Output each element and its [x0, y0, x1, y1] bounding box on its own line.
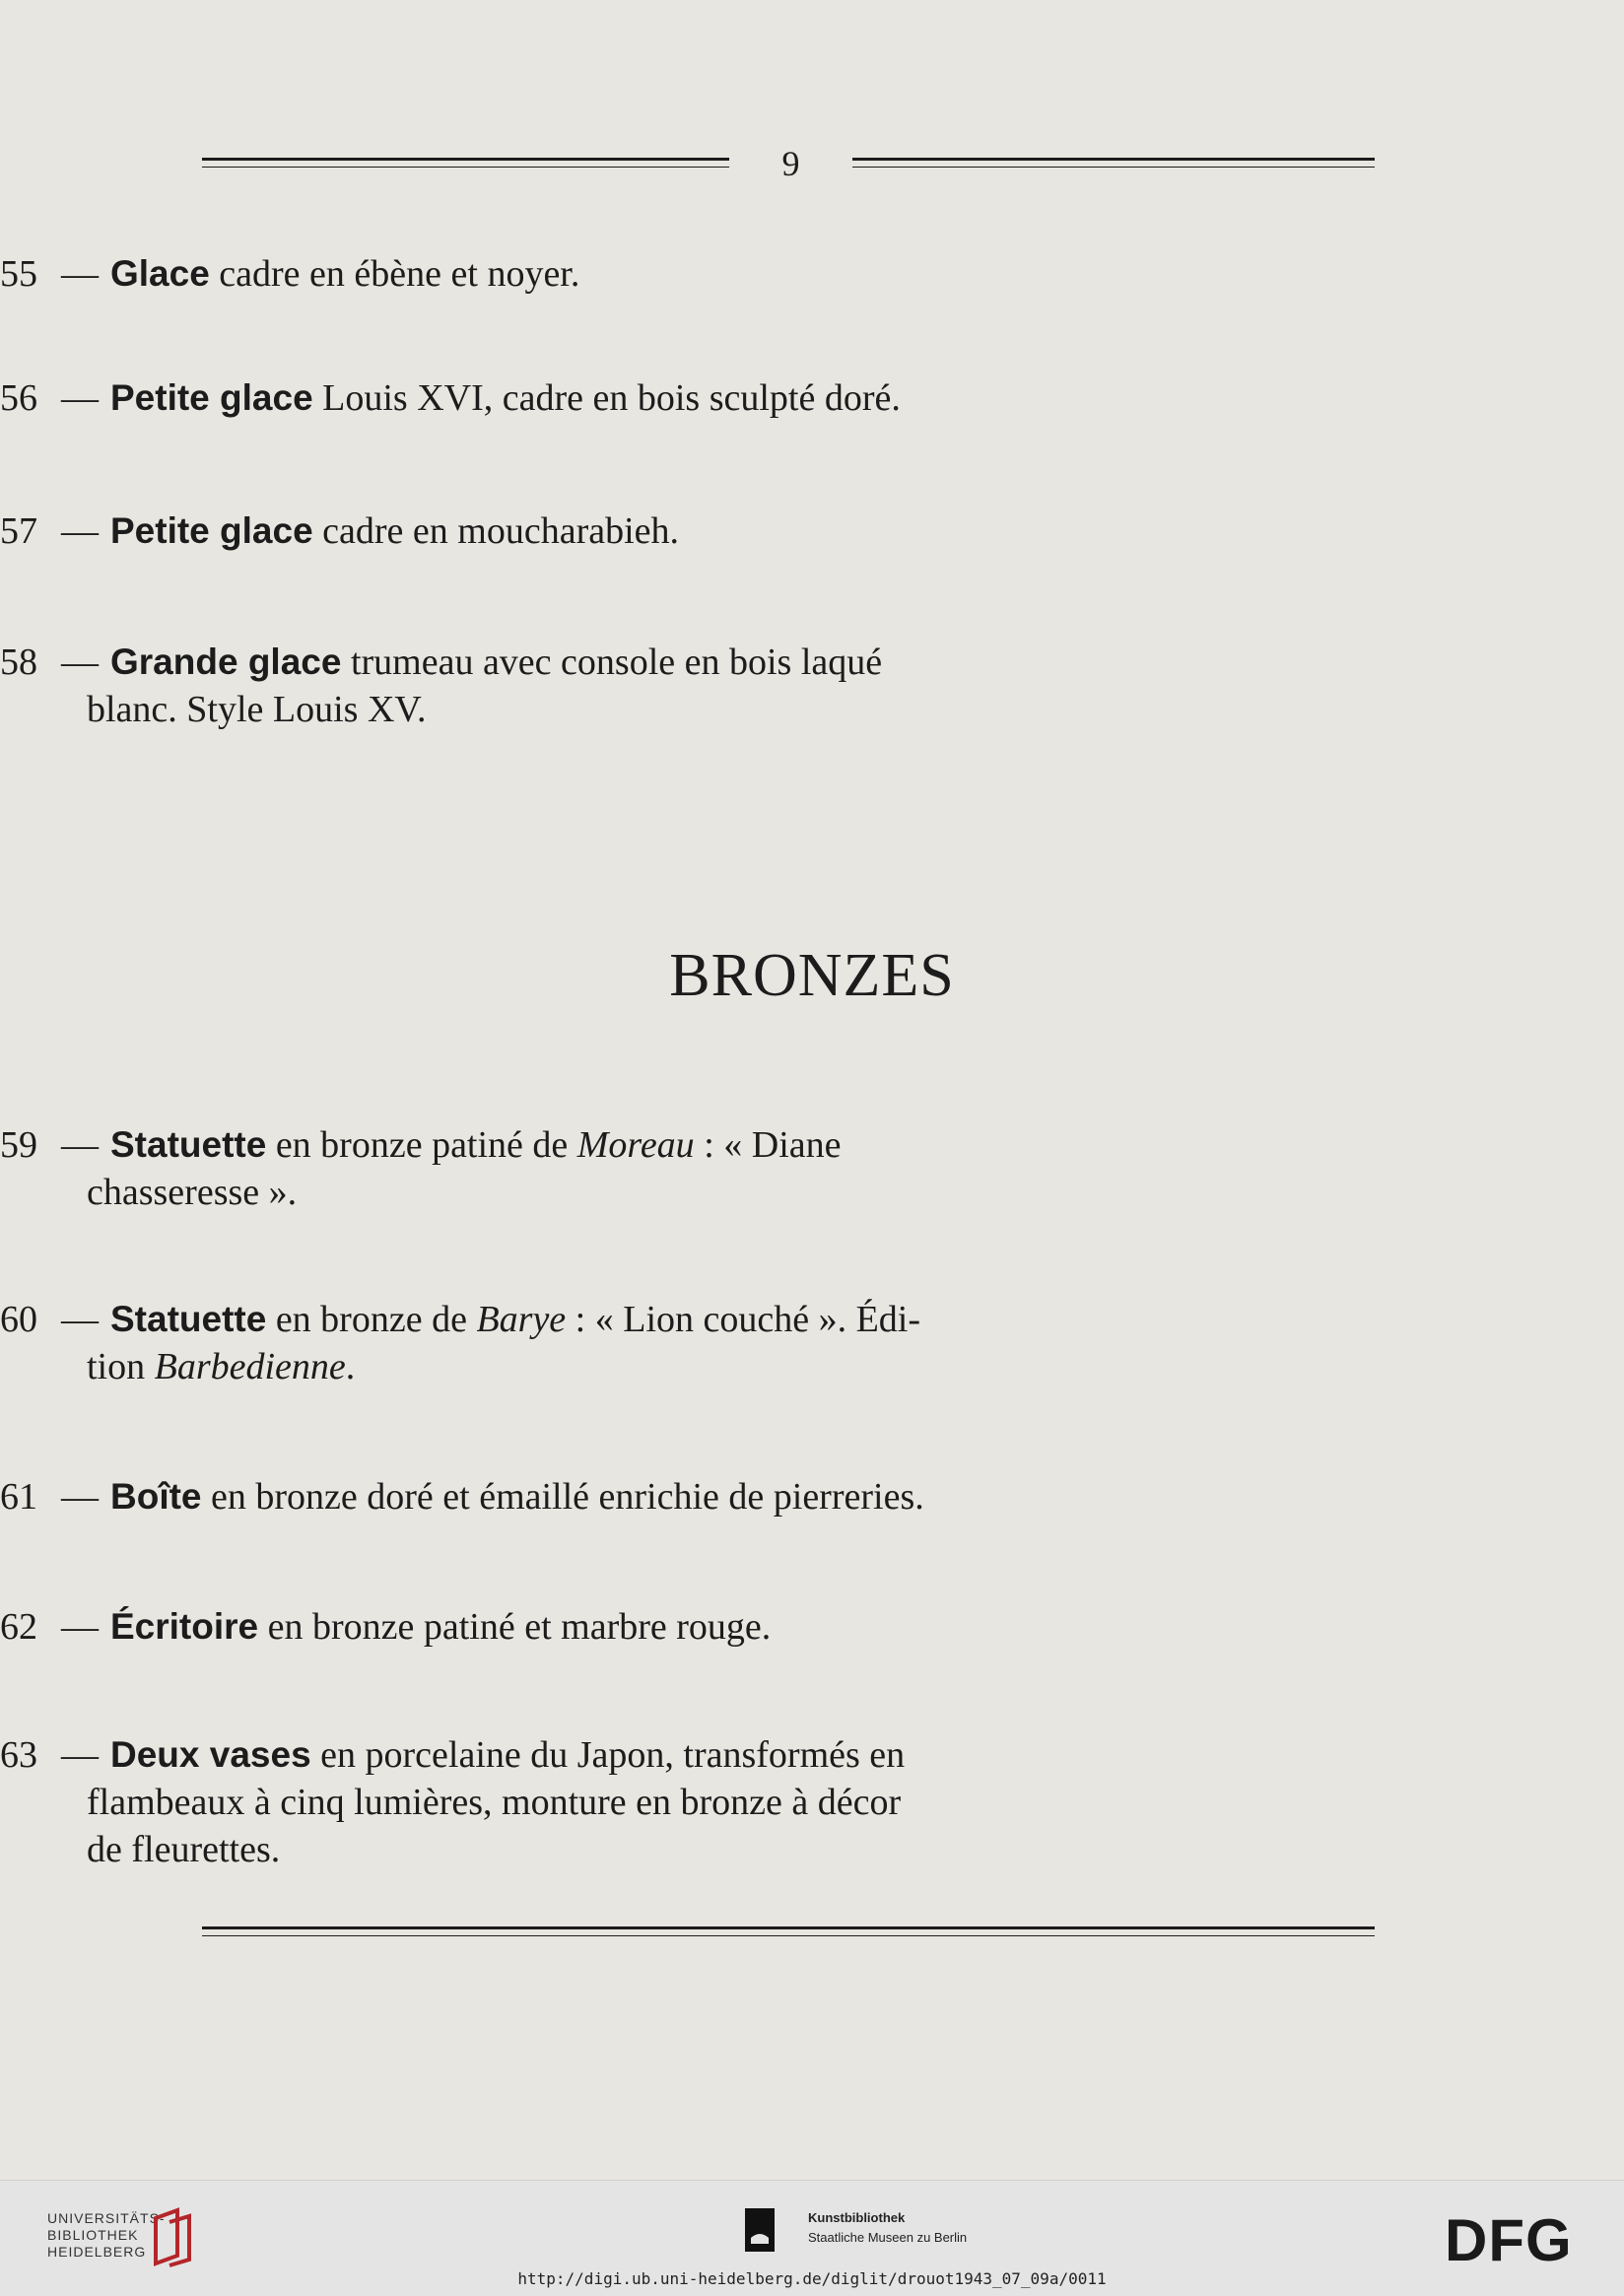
lot-entry: 63 — Deux vases en porcelaine du Japon, transformés en flambeaux à cinq lumières, monture en bronze à décor de fleurettes.	[0, 1731, 1179, 1873]
lot-number: 59	[0, 1124, 37, 1166]
kb-subtitle: Staatliche Museen zu Berlin	[808, 2230, 968, 2245]
ub-heidelberg-logo-icon	[148, 2206, 195, 2267]
lot-number: 63	[0, 1734, 37, 1776]
lot-description: Louis XVI, cadre en bois sculpté doré.	[312, 377, 901, 419]
lot-entry: 62 — Écritoire en bronze patiné et marbre rouge.	[0, 1603, 1179, 1651]
lot-description: cadre en moucharabieh.	[312, 510, 680, 552]
kunstbibliothek-text	[808, 2208, 967, 2248]
lot-description-continued: de fleurettes.	[87, 1829, 281, 1870]
lot-description: : « Lion couché ». Édi-	[566, 1299, 921, 1340]
ub-line: UNIVERSITÄTS-	[47, 2210, 166, 2226]
lot-entry: 61 — Boîte en bronze doré et émaillé enrichie de pierreries.	[0, 1473, 1179, 1520]
lot-description: en bronze de	[266, 1299, 477, 1340]
lot-number: 62	[0, 1606, 37, 1648]
edition-name: Barbedienne	[154, 1346, 346, 1387]
lot-number: 58	[0, 642, 37, 683]
ub-line: HEIDELBERG	[47, 2244, 147, 2260]
lot-description-continued: blanc. Style Louis XV.	[87, 689, 427, 730]
lot-title: Écritoire	[110, 1606, 259, 1647]
page-number: 9	[781, 144, 800, 183]
lot-description: trumeau avec console en bois laqué	[341, 642, 883, 683]
footer-rule	[202, 1926, 1375, 1936]
lot-description: en bronze patiné de	[266, 1124, 577, 1166]
continued-text: .	[345, 1346, 356, 1387]
lot-title: Glace	[110, 253, 210, 294]
lot-description-continued: flambeaux à cinq lumières, monture en bronze à décor	[87, 1782, 902, 1823]
lot-entry: 55 — Glace cadre en ébène et noyer.	[0, 250, 1179, 298]
header-rule-left	[202, 158, 729, 168]
lot-description: en bronze doré et émaillé enrichie de pierreries.	[201, 1476, 924, 1518]
lot-number: 57	[0, 510, 37, 552]
lot-description: : « Diane	[694, 1124, 842, 1166]
lot-number: 55	[0, 253, 37, 295]
lot-description-continued	[0, 1343, 1179, 1390]
lot-entry: 57 — Petite glace cadre en moucharabieh.	[0, 507, 1179, 555]
artist-name: Moreau	[576, 1124, 695, 1166]
kunstbibliothek-logo-icon	[745, 2208, 775, 2252]
page-header	[202, 138, 1375, 193]
source-url[interactable]: http://digi.ub.uni-heidelberg.de/diglit/drouot1943_07_09a/0011	[517, 2269, 1107, 2288]
lot-title: Statuette	[110, 1299, 267, 1339]
dfg-logo: DFG	[1445, 2207, 1573, 2273]
lot-title: Statuette	[110, 1124, 267, 1165]
header-rule-right	[852, 158, 1375, 168]
lot-title: Deux vases	[110, 1734, 311, 1775]
lot-description: en porcelaine du Japon, transformés en	[310, 1734, 906, 1776]
lot-description-continued: chasseresse ».	[87, 1172, 298, 1213]
lot-title: Petite glace	[110, 377, 313, 418]
artist-name: Barye	[476, 1299, 567, 1340]
lot-entry: 59 — Statuette en bronze patiné de Moreau : « Diane chasseresse ».	[0, 1121, 1179, 1216]
lot-entry: 58 — Grande glace trumeau avec console en bois laqué blanc. Style Louis XV.	[0, 639, 1179, 733]
ub-line: BIBLIOTHEK	[47, 2227, 139, 2243]
lot-title: Petite glace	[110, 510, 313, 551]
lot-title: Boîte	[110, 1476, 202, 1517]
lot-description: cadre en ébène et noyer.	[209, 253, 580, 295]
lot-number: 60	[0, 1299, 37, 1340]
lot-entry: 60 — Statuette en bronze de Barye : « Lion couché ». Édi- tion Barbedienne.	[0, 1296, 1179, 1390]
lot-title: Grande glace	[110, 642, 342, 682]
lot-number: 56	[0, 377, 37, 419]
kb-title: Kunstbibliothek	[808, 2210, 906, 2225]
lot-entry: 56 — Petite glace Louis XVI, cadre en bois sculpté doré.	[0, 374, 1179, 422]
lot-description: en bronze patiné et marbre rouge.	[258, 1606, 772, 1648]
continued-text: tion	[87, 1346, 155, 1387]
lot-number: 61	[0, 1476, 37, 1518]
section-title: BRONZES	[669, 942, 955, 1009]
